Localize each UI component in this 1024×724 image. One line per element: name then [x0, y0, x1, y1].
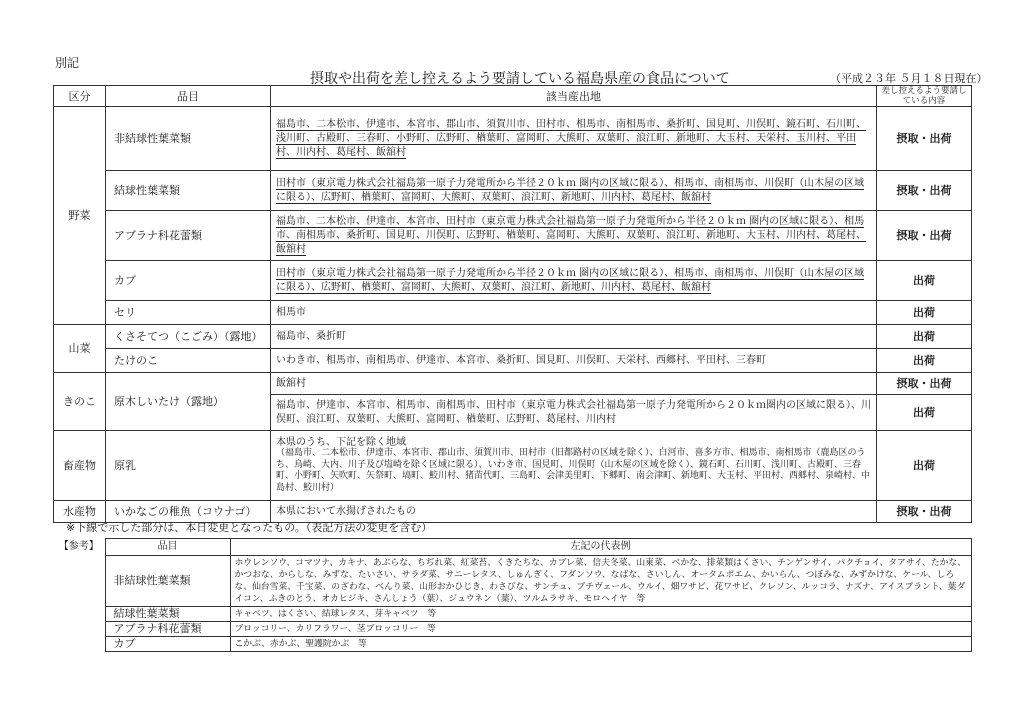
action-cell: 出荷 [877, 349, 972, 373]
category-marine: 水産物 [54, 501, 106, 523]
area-cell: 田村市（東京電力株式会社福島第一原子力発電所から半径２０ｋｍ 圏内の区域に限る）、相馬市、南相馬市、川俣町（山木屋の区域に限る）、広野町、楢葉町、富岡町、大熊町、双葉町、浪江町、新地町、川内村、葛尾村、飯舘村 [271, 261, 877, 301]
reference-row [53, 607, 971, 622]
header-category: 区分 [54, 86, 106, 107]
reference-item: アブラナ科花蕾類 [105, 622, 230, 637]
reference-row [53, 556, 971, 607]
header-area: 該当産出地 [271, 86, 877, 107]
item-cell: カブ [106, 261, 271, 301]
item-cell: たけのこ [106, 349, 271, 373]
table-row [54, 349, 972, 373]
table-row [54, 325, 972, 349]
action-cell: 出荷 [877, 395, 972, 431]
item-cell: 結球性葉菜類 [106, 171, 271, 211]
area-cell: 飯舘村 [271, 373, 877, 395]
category-wild: 山菜 [54, 325, 106, 373]
item-cell: いかなごの稚魚（コウナゴ） [106, 501, 271, 523]
category-mushroom: きのこ [54, 373, 106, 431]
table-row [54, 301, 972, 325]
reference-row [53, 622, 971, 637]
area-cell: 田村市（東京電力株式会社福島第一原子力発電所から半径２０ｋｍ 圏内の区域に限る）、相馬市、南相馬市、川俣町（山木屋の区域に限る）、広野町、楢葉町、富岡町、大熊町、双葉町、浪江町、新地町、川内村、葛尾村、飯舘村 [271, 171, 877, 211]
area-cell [271, 431, 877, 501]
reference-header-examples: 左記の代表例 [230, 539, 971, 556]
reference-label: 【参考】 [58, 541, 99, 552]
footnote: ※下線で示した部分は、本日変更となったもの。（表記方法の変更を含む） [66, 521, 433, 534]
action-cell: 出荷 [877, 261, 972, 301]
action-cell: 出荷 [877, 431, 972, 501]
table-header-row [54, 86, 972, 107]
reference-examples: ホウレンソウ、コマツナ、カキナ、あぶらな、ちぢれ菜、紅菜苔、くきたちな、カブレ菜、信夫冬菜、山東菜、ベかな、排菜類はくさい、チンゲンサイ、パクチョイ、タアサイ、たかな、かつおな、からしな、みずな、たいさい、サラダ菜、サニーレタス、しゅんぎく、フダンソウ、なばな、さいしん、オータムポエム、かいらん、つぼみな、みずかけな、ケール、しろな、仙台雪菜、千宝菜、のざわな、べんり菜、山形おかひじき、わさびな、サンチュ、ブチヴェール、ウルイ、畑ワサビ、花ワサビ、クレソン、ルッコラ、ナズナ、アイスプラント、葉ダイコン、ふきのとう、オカヒジキ、さんしょう（葉）、ジュウネン（葉）、ツルムラサキ、モロヘイヤ 等 [230, 556, 971, 607]
area-cell: 本県において水揚げされたもの [271, 501, 877, 523]
item-cell: アブラナ科花蕾類 [106, 211, 271, 261]
category-livestock: 畜産物 [54, 431, 106, 501]
area-cell: 福島市、伊達市、本宮市、相馬市、南相馬市、田村市（東京電力株式会社福島第一原子力発電所から２０ｋｍ圏内の区域に限る）、川俣町、浪江町、双葉町、大熊町、富岡町、楢葉町、広野町、葛尾村、川内村 [271, 395, 877, 431]
table-row [54, 431, 972, 501]
reference-examples: こかぶ、赤かぶ、聖護院かぶ 等 [230, 637, 971, 652]
reference-examples: ブロッコリー、カリフラワー、茎ブロッコリー 等 [230, 622, 971, 637]
area-detail: （福島市、二本松市、伊達市、本宮市、郡山市、須賀川市、田村市（旧都路村の区域を除く）、白河市、喜多方市、相馬市、南相馬市（鹿島区のうち、烏崎、大内、川子及び塩崎を除く区域に限る）、いわき市、国見町、川俣町（山木屋の区域を除く）、鏡石町、石川町、浅川町、古殿町、三春町、小野町、矢吹町、矢祭町、塙町、鮫川村、猪苗代町、三島町、会津美里町、下郷町、南会津町、新地町、大玉村、平田村、西郷村、泉崎村、中島村、鮫川村） [276, 448, 871, 493]
action-cell: 出荷 [877, 301, 972, 325]
reference-row [53, 637, 971, 652]
action-cell: 摂取・出荷 [877, 501, 972, 523]
area-cell: 相馬市 [271, 301, 877, 325]
area-cell: 福島市、桑折町 [271, 325, 877, 349]
date-label: （平成２３年 ５月１８日現在） [830, 72, 988, 85]
action-cell: 摂取・出荷 [877, 171, 972, 211]
annex-label: 別記 [55, 56, 80, 70]
reference-examples: キャベツ、はくさい、結球レタス、芽キャベツ 等 [230, 607, 971, 622]
item-cell: 原木しいたけ（露地） [106, 373, 271, 431]
table-row [54, 171, 972, 211]
area-cell: いわき市、相馬市、南相馬市、伊達市、本宮市、桑折町、国見町、川俣町、天栄村、西郷村、平田村、三春町 [271, 349, 877, 373]
reference-item: 結球性葉菜類 [105, 607, 230, 622]
restriction-table [53, 85, 972, 523]
table-row [54, 211, 972, 261]
document-title: 摂取や出荷を差し控えるよう要請している福島県産の食品について [310, 71, 730, 87]
item-cell: 原乳 [106, 431, 271, 501]
item-cell: 非結球性葉菜類 [106, 107, 271, 171]
area-head: 本県のうち、下記を除く地域 [276, 436, 406, 448]
table-row [54, 261, 972, 301]
table-row [54, 373, 972, 395]
area-cell: 福島市、二本松市、伊達市、本宮市、郡山市、須賀川市、田村市、相馬市、南相馬市、桑折町、国見町、川俣町、鏡石町、石川町、浅川町、古殿町、三春町、小野町、広野町、楢葉町、富岡町、大熊町、双葉町、浪江町、新地町、大玉村、天栄村、玉川村、平田村、川内村、葛尾村、飯舘村 [271, 107, 877, 171]
action-cell: 摂取・出荷 [877, 107, 972, 171]
reference-item: 非結球性葉菜類 [105, 556, 230, 607]
reference-header-item: 品目 [105, 539, 230, 556]
action-cell: 摂取・出荷 [877, 211, 972, 261]
item-cell: セリ [106, 301, 271, 325]
action-cell: 摂取・出荷 [877, 373, 972, 395]
reference-table [53, 538, 972, 652]
header-item: 品目 [106, 86, 271, 107]
category-vegetables: 野菜 [54, 107, 106, 325]
reference-item: カブ [105, 637, 230, 652]
item-cell: くさそてつ（こごみ）（露地） [106, 325, 271, 349]
header-action: 差し控えるよう要請している内容 [877, 86, 972, 107]
area-cell: 福島市、二本松市、伊達市、本宮市、田村市（東京電力株式会社福島第一原子力発電所から半径２０ｋｍ 圏内の区域に限る）、相馬市、南相馬市、桑折町、国見町、川俣町、広野町、楢葉町、富岡町、大熊町、双葉町、浪江町、新地町、大玉村、川内村、葛尾村、飯舘村 [271, 211, 877, 261]
reference-header-row [53, 539, 971, 556]
action-cell: 出荷 [877, 325, 972, 349]
table-row [54, 107, 972, 171]
